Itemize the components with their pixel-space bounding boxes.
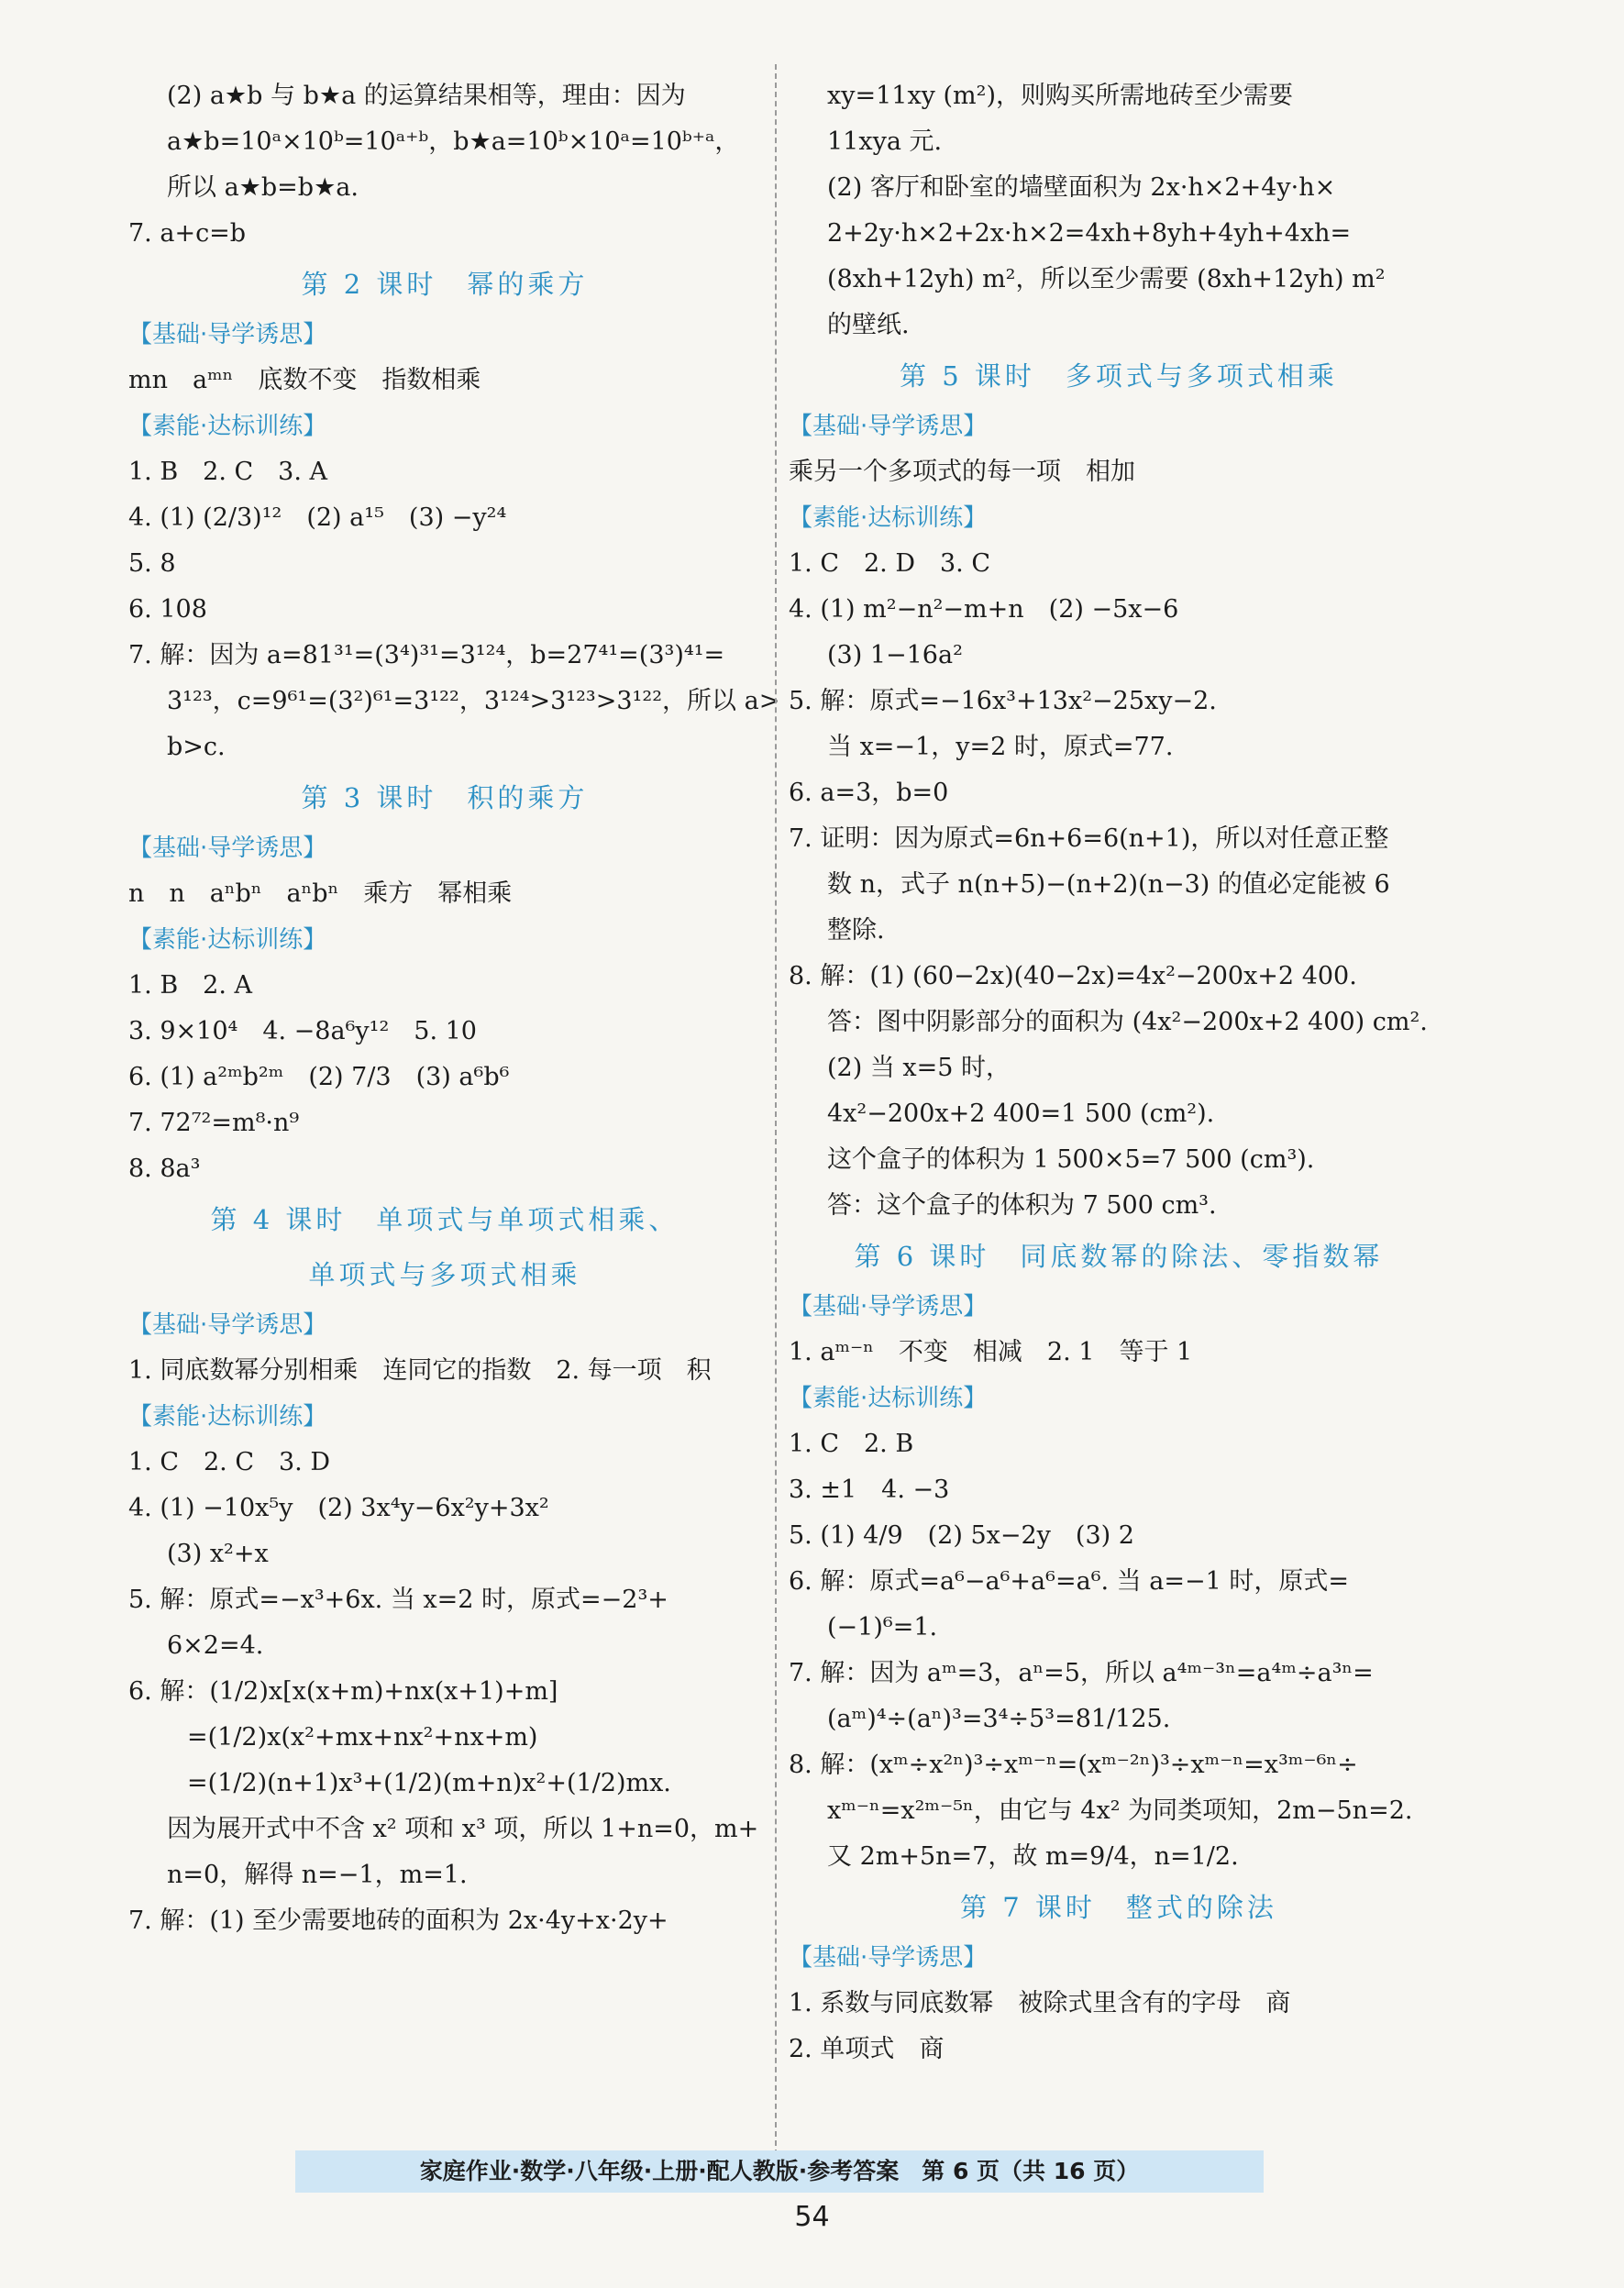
- section-tag: 【基础·导学诱思】: [789, 1293, 988, 1321]
- answer-line: 5. 解：原式=−x³+6x. 当 x=2 时，原式=−2³+: [128, 1586, 668, 1614]
- answer-line: 8. 8a³: [128, 1155, 201, 1183]
- column-divider: [775, 64, 777, 2155]
- answer-line: 11xya 元.: [827, 127, 943, 156]
- answer-line: 这个盒子的体积为 1 500×5=7 500 (cm³).: [827, 1145, 1315, 1174]
- answer-line: (3) 1−16a²: [827, 641, 963, 669]
- answer-line: a★b=10ᵃ×10ᵇ=10ᵃ⁺ᵇ，b★a=10ᵇ×10ᵃ=10ᵇ⁺ᵃ，: [167, 127, 740, 156]
- answer-line: 3¹²³，c=9⁶¹=(3²)⁶¹=3¹²²，3¹²⁴>3¹²³>3¹²²，所以 a>: [167, 687, 780, 715]
- answer-line: 1. B 2. A: [128, 971, 253, 1000]
- section-tag: 【素能·达标训练】: [128, 926, 327, 954]
- page-number: 54: [794, 2201, 830, 2233]
- answer-line: (2) 当 x=5 时，: [827, 1054, 1011, 1082]
- right-column: [789, 73, 1449, 2072]
- answer-line: =(1/2)(n+1)x³+(1/2)(m+n)x²+(1/2)mx.: [187, 1769, 671, 1797]
- answer-line: 7. 解：(1) 至少需要地砖的面积为 2x·4y+x·2y+: [128, 1907, 668, 1935]
- answer-line: 6. (1) a²ᵐb²ᵐ (2) 7/3 (3) a⁶b⁶: [128, 1063, 510, 1091]
- answer-line: 1. 系数与同底数幂 被除式里含有的字母 商: [789, 1989, 1291, 2017]
- answer-line: xᵐ⁻ⁿ=x²ᵐ⁻⁵ⁿ，由它与 4x² 为同类项知，2m−5n=2.: [827, 1796, 1413, 1825]
- answer-line: (−1)⁶=1.: [827, 1613, 938, 1641]
- left-column: [128, 73, 780, 1944]
- answer-line: 所以 a★b=b★a.: [167, 173, 359, 202]
- answer-line: 因为展开式中不含 x² 项和 x³ 项，所以 1+n=0，m+: [167, 1815, 759, 1843]
- answer-line: 7. 证明：因为原式=6n+6=6(n+1)，所以对任意正整: [789, 824, 1389, 853]
- answer-line: (2) 客厅和卧室的墙壁面积为 2x·h×2+4y·h×: [827, 173, 1336, 202]
- answer-line: b>c.: [167, 733, 226, 761]
- answer-line: 6. 108: [128, 595, 207, 624]
- answer-line: 当 x=−1，y=2 时，原式=77.: [827, 733, 1174, 761]
- section-tag: 【基础·导学诱思】: [128, 835, 327, 862]
- lesson-title: 单项式与多项式相乘: [308, 1259, 581, 1290]
- answer-line: xy=11xy (m²)，则购买所需地砖至少需要: [827, 82, 1294, 110]
- answer-line: 1. 同底数幂分别相乘 连同它的指数 2. 每一项 积: [128, 1356, 712, 1385]
- answer-line: 6. 解：原式=a⁶−a⁶+a⁶=a⁶. 当 a=−1 时，原式=: [789, 1567, 1349, 1596]
- answer-line: 7. 72⁷²=m⁸·n⁹: [128, 1109, 300, 1137]
- answer-line: 5. 8: [128, 549, 176, 578]
- answer-line: 整除.: [827, 916, 885, 945]
- answer-line: 3. ±1 4. −3: [789, 1476, 950, 1504]
- answer-line: =(1/2)x(x²+mx+nx²+nx+m): [187, 1723, 538, 1752]
- answer-line: n=0，解得 n=−1，m=1.: [167, 1861, 468, 1889]
- answer-line: (3) x²+x: [167, 1540, 269, 1568]
- section-tag: 【素能·达标训练】: [789, 504, 988, 532]
- answer-line: 4. (1) m²−n²−m+n (2) −5x−6: [789, 595, 1179, 624]
- answer-line: 8. 解：(xᵐ÷x²ⁿ)³÷xᵐ⁻ⁿ=(xᵐ⁻²ⁿ)³÷xᵐ⁻ⁿ=x³ᵐ⁻⁶ⁿ÷: [789, 1751, 1358, 1779]
- answer-line: 8. 解：(1) (60−2x)(40−2x)=4x²−200x+2 400.: [789, 962, 1357, 990]
- answer-line: 4. (1) −10x⁵y (2) 3x⁴y−6x²y+3x²: [128, 1494, 549, 1522]
- answer-line: 7. a+c=b: [128, 219, 247, 248]
- answer-line: 7. 解：因为 aᵐ=3，aⁿ=5，所以 a⁴ᵐ⁻³ⁿ=a⁴ᵐ÷a³ⁿ=: [789, 1659, 1374, 1687]
- answer-line: 4. (1) (2/3)¹² (2) a¹⁵ (3) −y²⁴: [128, 503, 507, 532]
- answer-line: 1. aᵐ⁻ⁿ 不变 相减 2. 1 等于 1: [789, 1338, 1193, 1366]
- answer-line: 2. 单项式 商: [789, 2035, 945, 2063]
- lesson-title: 第 4 课时 单项式与单项式相乘、: [210, 1204, 679, 1235]
- answer-line: 数 n，式子 n(n+5)−(n+2)(n−3) 的值必定能被 6: [827, 870, 1390, 899]
- answer-line: 6×2=4.: [167, 1631, 264, 1660]
- lesson-title: 第 5 课时 多项式与多项式相乘: [900, 360, 1338, 392]
- answer-line: 1. C 2. D 3. C: [789, 549, 990, 578]
- section-tag: 【基础·导学诱思】: [128, 1311, 327, 1339]
- answer-line: (8xh+12yh) m²，所以至少需要 (8xh+12yh) m²: [827, 265, 1386, 293]
- answer-line: 6. 解：(1/2)x[x(x+m)+nx(x+1)+m]: [128, 1677, 558, 1706]
- answer-line: 答：图中阴影部分的面积为 (4x²−200x+2 400) cm².: [827, 1008, 1428, 1036]
- lesson-title: 第 2 课时 幂的乘方: [301, 269, 589, 300]
- section-tag: 【素能·达标训练】: [128, 413, 327, 440]
- answer-line: 5. 解：原式=−16x³+13x²−25xy−2.: [789, 687, 1217, 715]
- answer-line: mn aᵐⁿ 底数不变 指数相乘: [128, 366, 481, 394]
- answer-line: 1. B 2. C 3. A: [128, 458, 328, 486]
- answer-line: 7. 解：因为 a=81³¹=(3⁴)³¹=3¹²⁴，b=27⁴¹=(3³)⁴¹=: [128, 641, 725, 669]
- answer-line: 2+2y·h×2+2x·h×2=4xh+8yh+4yh+4xh=: [827, 219, 1352, 248]
- section-tag: 【基础·导学诱思】: [789, 1944, 988, 1972]
- answer-line: (aᵐ)⁴÷(aⁿ)³=3⁴÷5³=81/125.: [827, 1705, 1171, 1733]
- answer-line: 4x²−200x+2 400=1 500 (cm²).: [827, 1100, 1215, 1128]
- answer-line: 的壁纸.: [827, 311, 910, 339]
- answer-line: 3. 9×10⁴ 4. −8a⁶y¹² 5. 10: [128, 1017, 477, 1045]
- section-tag: 【基础·导学诱思】: [128, 321, 327, 348]
- answer-line: 答：这个盒子的体积为 7 500 cm³.: [827, 1191, 1217, 1220]
- answer-line: 6. a=3，b=0: [789, 779, 949, 807]
- section-tag: 【素能·达标训练】: [789, 1385, 988, 1412]
- section-tag: 【基础·导学诱思】: [789, 413, 988, 440]
- answer-line: 又 2m+5n=7，故 m=9/4，n=1/2.: [827, 1842, 1239, 1871]
- answer-line: 5. (1) 4/9 (2) 5x−2y (3) 2: [789, 1521, 1134, 1550]
- lesson-title: 第 6 课时 同底数幂的除法、零指数幂: [854, 1241, 1384, 1272]
- answer-line: 乘另一个多项式的每一项 相加: [789, 458, 1135, 486]
- section-tag: 【素能·达标训练】: [128, 1403, 327, 1431]
- answer-line: (2) a★b 与 b★a 的运算结果相等，理由：因为: [167, 82, 686, 110]
- answer-line: 1. C 2. C 3. D: [128, 1448, 330, 1476]
- answer-line: 1. C 2. B: [789, 1430, 914, 1458]
- lesson-title: 第 7 课时 整式的除法: [960, 1892, 1277, 1923]
- answer-line: n n aⁿbⁿ aⁿbⁿ 乘方 幂相乘: [128, 879, 513, 908]
- lesson-title: 第 3 课时 积的乘方: [301, 782, 589, 813]
- footer-banner: 家庭作业·数学·八年级·上册·配人教版·参考答案 第 6 页（共 16 页）: [295, 2150, 1264, 2193]
